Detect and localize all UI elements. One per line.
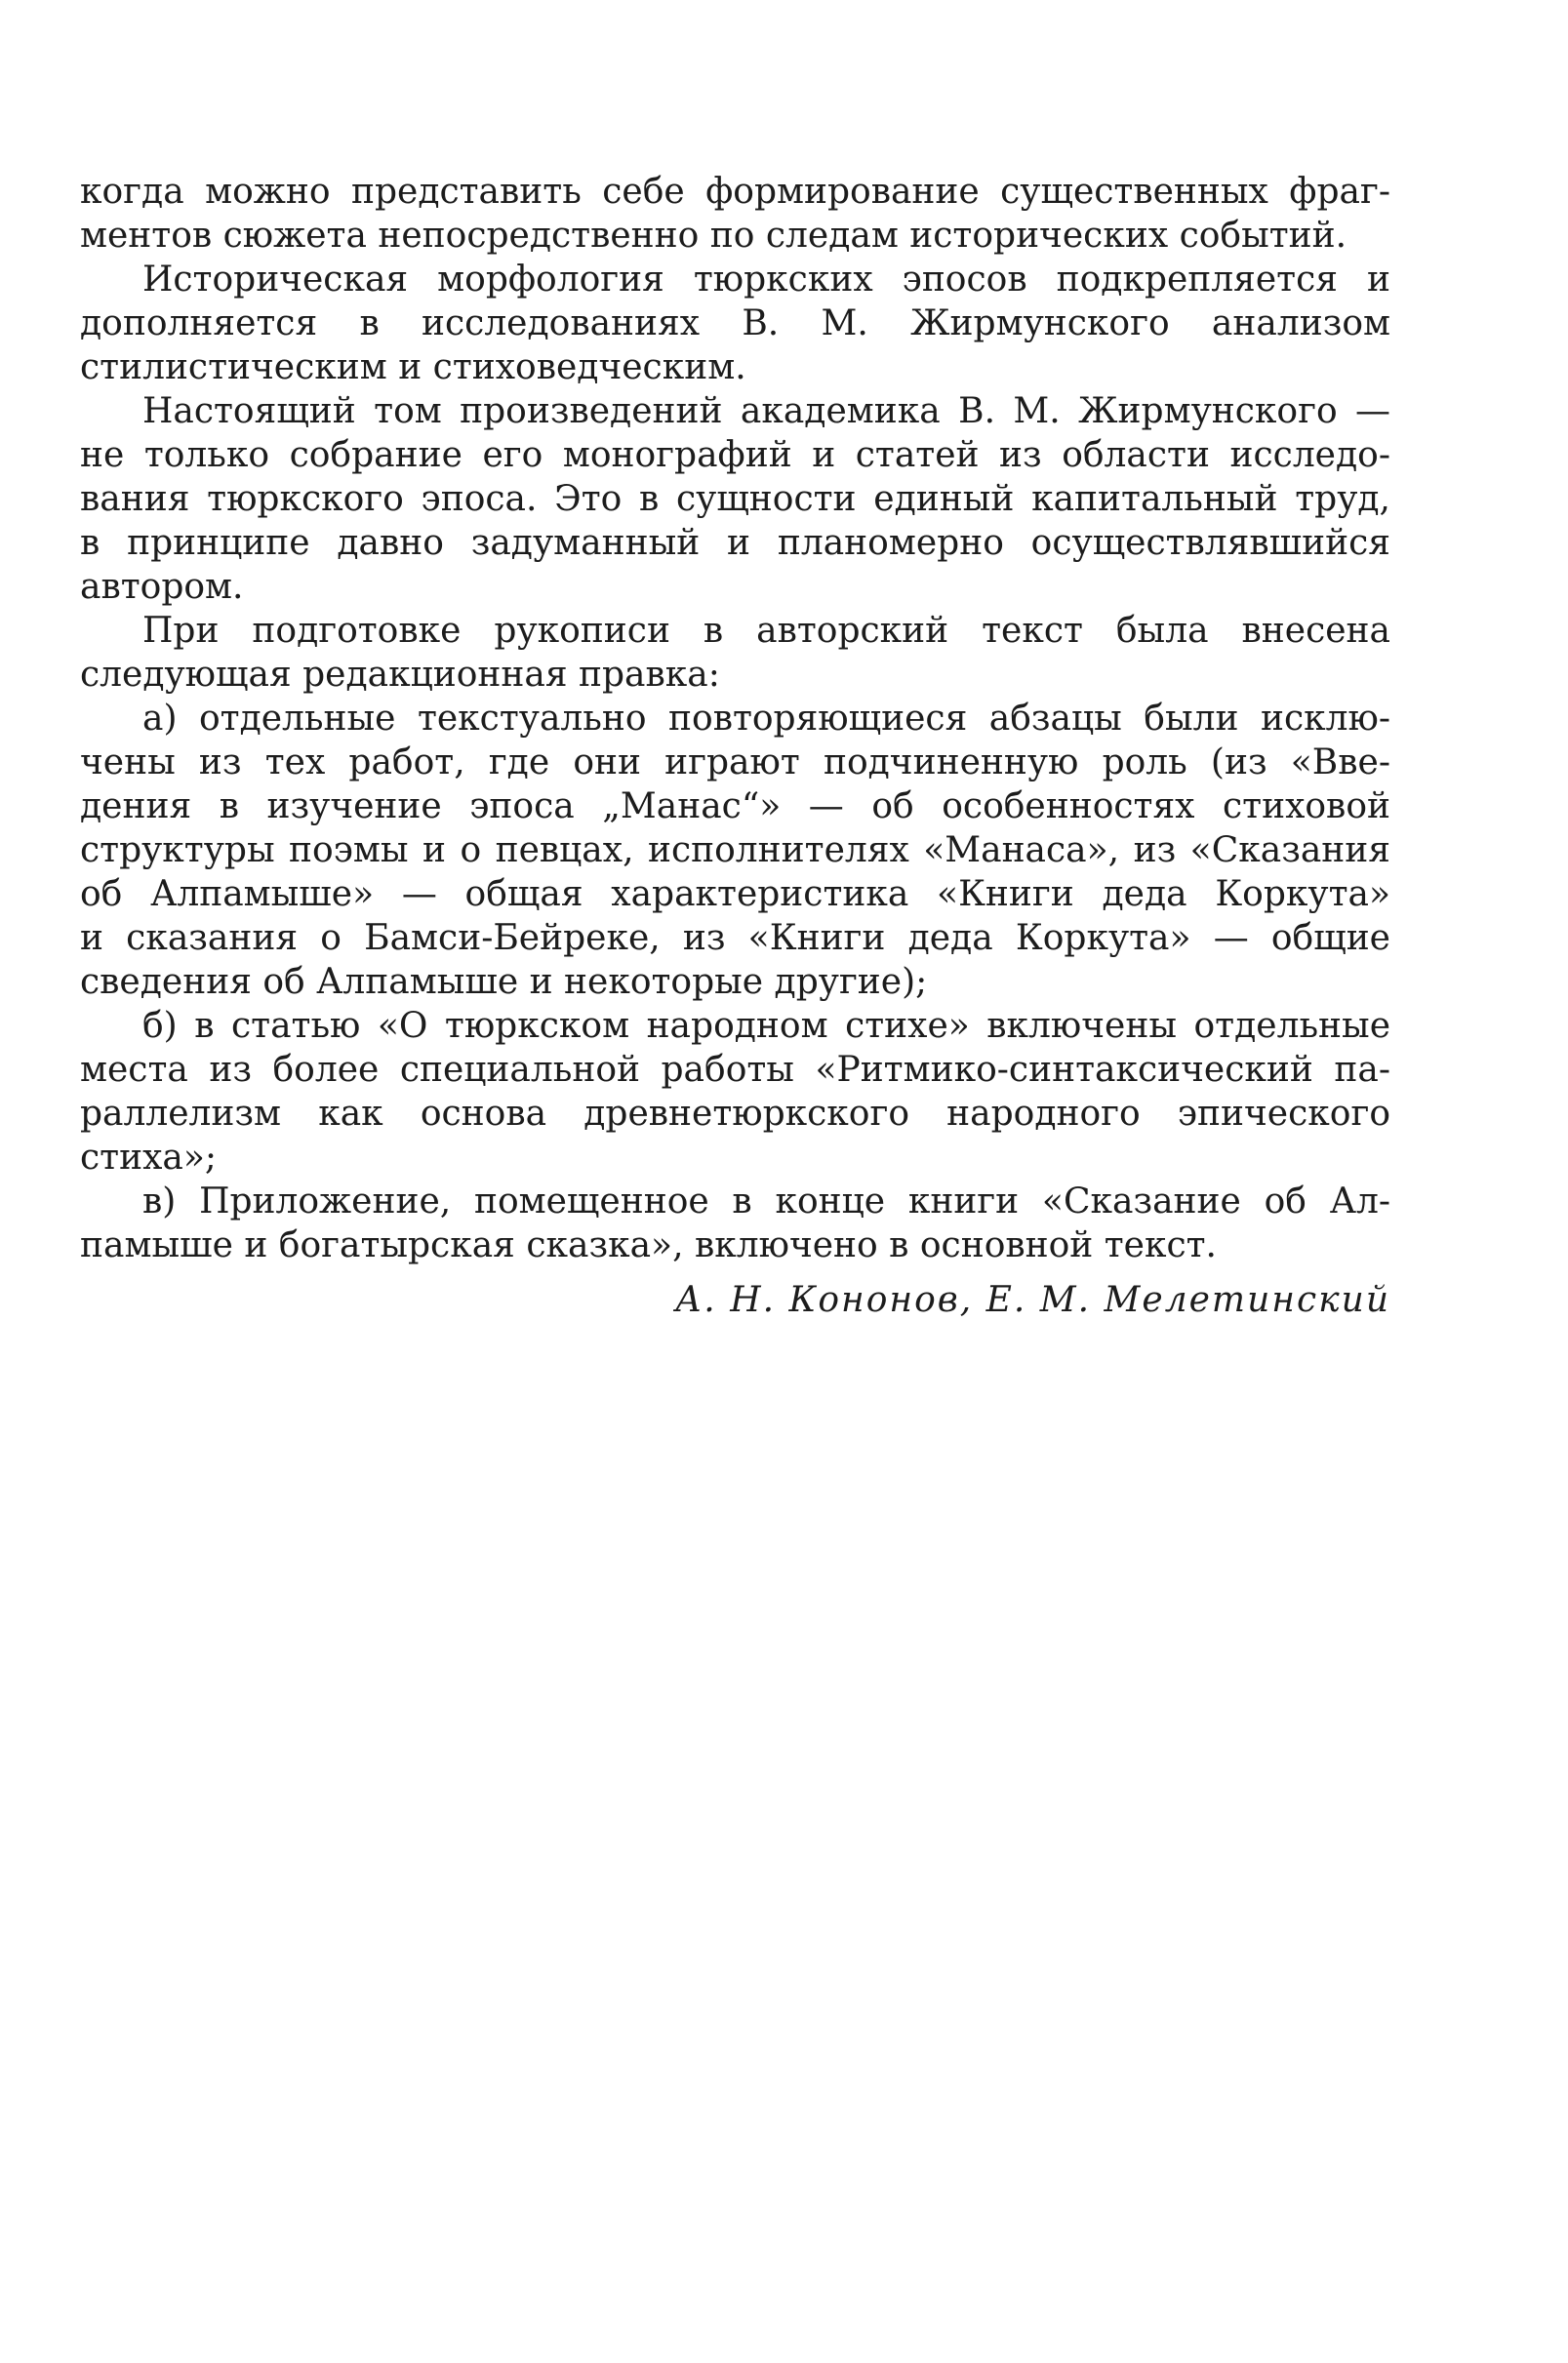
text-line: стилистическим и стиховедческим. xyxy=(80,347,746,387)
text-line: вания тюркского эпоса. Это в сущности единый капитальный труд, xyxy=(80,479,1390,519)
text-line: структуры поэмы и о певцах, исполнителях «Манаса», из «Сказания xyxy=(80,830,1390,870)
text-line: Историческая морфология тюркских эпосов подкрепляется и xyxy=(142,260,1390,300)
text-line: памыше и богатырская сказка», включено в основной текст. xyxy=(80,1225,1217,1265)
text-line: стиха»; xyxy=(80,1138,217,1178)
paragraph xyxy=(80,1004,1390,1180)
text-line: не только собрание его монографий и статей из области исследо- xyxy=(80,435,1390,475)
paragraph xyxy=(80,609,1390,697)
text-line: раллелизм как основа древнетюркского народного эпического xyxy=(80,1094,1390,1134)
text-line: б) в статью «О тюркском народном стихе» включены отдельные xyxy=(142,1006,1390,1046)
text-line: Настоящий том произведений академика В. М. Жирмунского — xyxy=(142,391,1390,431)
paragraph xyxy=(80,697,1390,1004)
text-line: в) Приложение, помещенное в конце книги «Сказание об Ал- xyxy=(142,1182,1390,1222)
text-line: об Алпамыше» — общая характеристика «Книги деда Коркута» xyxy=(80,874,1390,914)
body-text xyxy=(80,170,1390,1267)
text-line: в принципе давно задуманный и планомерно осуществлявшийся xyxy=(80,523,1390,563)
text-line: дения в изучение эпоса „Манас“» — об особенностях стиховой xyxy=(80,786,1390,826)
signature: А. Н. Кононов, Е. М. Мелетинский xyxy=(675,1280,1390,1320)
paragraph xyxy=(80,170,1390,258)
text-line: и сказания о Бамси-Бейреке, из «Книги деда Коркута» — общие xyxy=(80,918,1390,958)
paragraph xyxy=(80,389,1390,609)
text-line: чены из тех работ, где они играют подчиненную роль (из «Вве- xyxy=(80,742,1390,782)
text-line: автором. xyxy=(80,567,244,607)
text-line: сведения об Алпамыше и некоторые другие); xyxy=(80,962,928,1002)
text-line: ментов сюжета непосредственно по следам исторических событий. xyxy=(80,216,1347,256)
paragraph xyxy=(80,1180,1390,1267)
text-line: когда можно представить себе формирование существенных фраг- xyxy=(80,172,1390,212)
text-line: места из более специальной работы «Ритмико-синтаксический па- xyxy=(80,1050,1390,1090)
text-line: следующая редакционная правка: xyxy=(80,655,720,695)
text-line: дополняется в исследованиях В. М. Жирмунского анализом xyxy=(80,303,1390,343)
paragraph xyxy=(80,258,1390,389)
text-line: а) отдельные текстуально повторяющиеся абзацы были исклю- xyxy=(142,699,1390,739)
text-line: При подготовке рукописи в авторский текст была внесена xyxy=(142,611,1390,651)
